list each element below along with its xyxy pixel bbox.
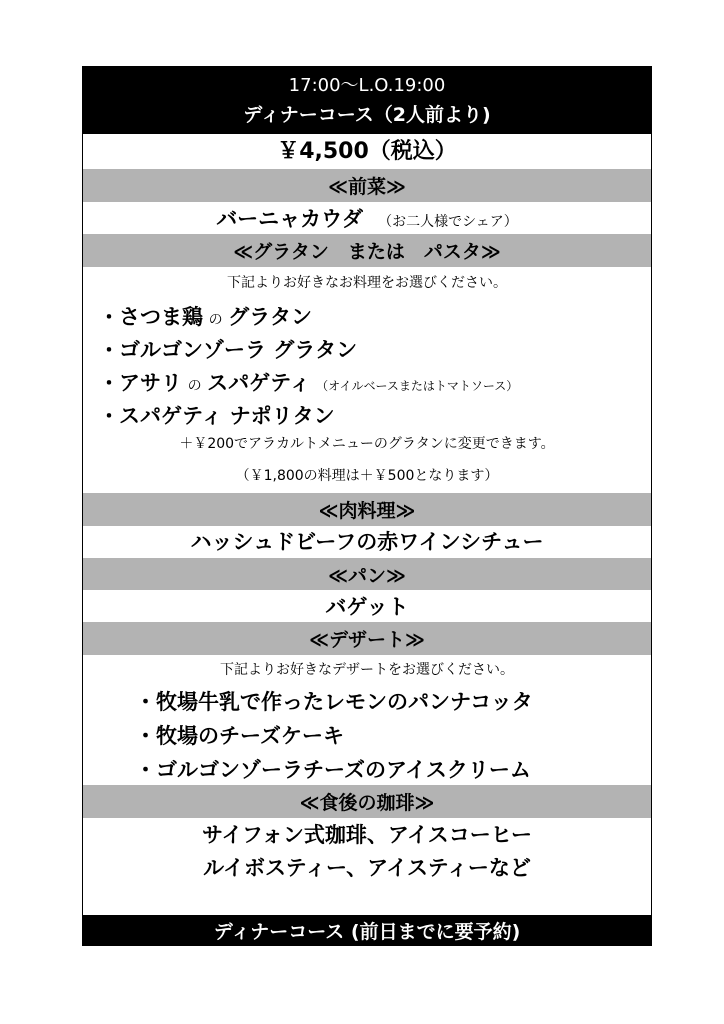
menu-header — [83, 67, 651, 134]
list-item: ・さつま鶏 の グラタン — [99, 305, 312, 329]
appetizer-note: （お二人様でシェア） — [378, 214, 518, 230]
list-item: ・スパゲティ ナポリタン — [99, 404, 335, 428]
list-item: ・アサリ の スパゲティ （オイルベースまたはトマトソース） — [99, 371, 519, 395]
list-item: ・牧場のチーズケーキ — [135, 724, 344, 748]
gratin-price-note: （￥1,800の料理は＋￥500となります） — [235, 468, 499, 484]
list-item: ・牧場牛乳で作ったレモンのパンナコッタ — [135, 690, 533, 714]
appetizer-name: バーニャカウダ — [216, 207, 363, 231]
gratin-change-note: ＋￥200でアラカルトメニューのグラタンに変更できます。 — [179, 436, 555, 452]
dinner-menu — [82, 66, 652, 946]
course-price: ￥4,500（税込） — [277, 139, 457, 164]
gratin-pasta-instruction: 下記よりお好きなお料理をお選びください。 — [227, 275, 507, 291]
course-title: ディナーコース（2人前より) — [243, 103, 491, 126]
list-item: ・ゴルゴンゾーラチーズのアイスクリーム — [135, 758, 531, 782]
section-header-appetizer: ≪前菜≫ — [83, 169, 651, 202]
drink-line-2: ルイボスティー、アイスティーなど — [203, 856, 531, 880]
list-item: ・ゴルゴンゾーラ グラタン — [99, 338, 358, 362]
appetizer-item — [83, 204, 651, 237]
section-header-bread: ≪パン≫ — [83, 558, 651, 590]
section-header-meat: ≪肉料理≫ — [83, 493, 651, 526]
dessert-instruction: 下記よりお好きなデザートをお選びください。 — [220, 662, 514, 678]
service-hours: 17:00～L.O.19:00 — [288, 74, 446, 96]
meat-item: ハッシュドビーフの赤ワインシチュー — [190, 530, 544, 554]
drink-line-1: サイフォン式珈琲、アイスコーヒー — [202, 823, 532, 847]
section-header-dessert: ≪デザート≫ — [83, 622, 651, 655]
bread-item: バゲット — [325, 595, 409, 619]
section-header-gratin-pasta: ≪グラタン または パスタ≫ — [83, 234, 651, 267]
section-header-drink: ≪食後の珈琲≫ — [83, 785, 651, 818]
menu-footer: ディナーコース (前日までに要予約) — [83, 915, 651, 945]
